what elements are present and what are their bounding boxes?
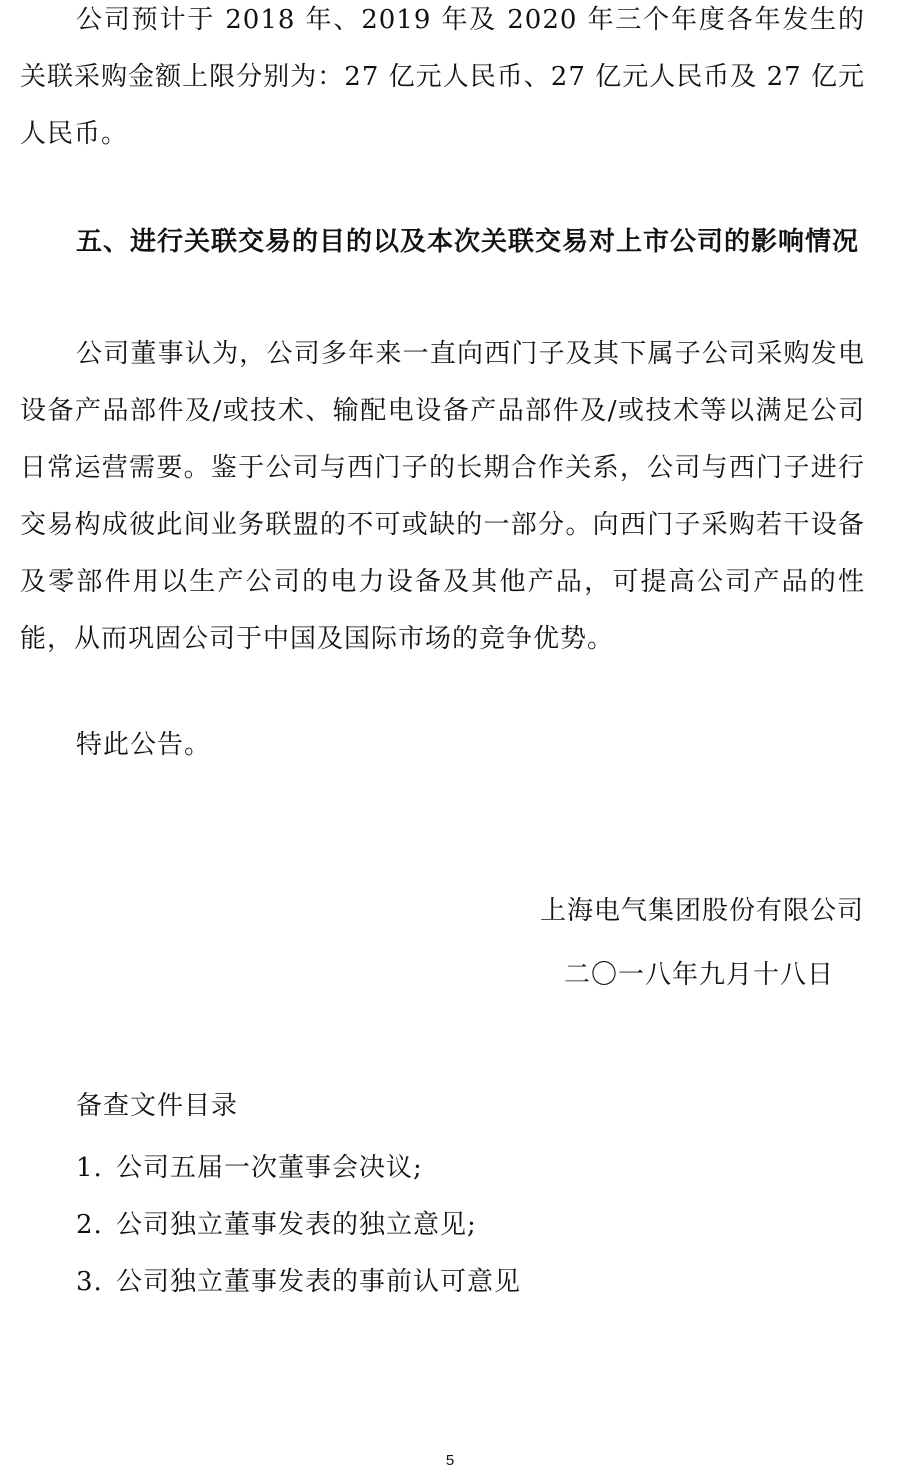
page-number: 5: [445, 1452, 455, 1469]
announcement-date: 二〇一八年九月十八日: [563, 960, 834, 990]
list-item-text: 公司五届一次董事会决议;: [116, 1153, 423, 1183]
list-item-number: 1.: [76, 1153, 103, 1183]
list-item-number: 3.: [76, 1267, 103, 1297]
documents-list: [76, 1140, 521, 1311]
intro-paragraph: 公司预计于 2018 年、2019 年及 2020 年三个年度各年发生的关联采购金额上限分别为：27 亿元人民币、27 亿元人民币及 27 亿元人民币。: [20, 5, 865, 149]
documents-title: 备查文件目录: [76, 1091, 239, 1121]
list-item: [76, 1254, 521, 1311]
section-body: 公司董事认为，公司多年来一直向西门子及其下属子公司采购发电设备产品部件及/或技术、输配电设备产品部件及/或技术等以满足公司日常运营需要。鉴于公司与西门子的长期合作关系，公司与西门子进行交易构成彼此间业务联盟的不可或缺的一部分。向西门子采购若干设备及零部件用以生产公司的电力设备及其他产品，可提高公司产品的性能，从而巩固公司于中国及国际市场的竞争优势。: [20, 339, 865, 654]
list-item: [76, 1197, 521, 1254]
section-heading: 五、进行关联交易的目的以及本次关联交易对上市公司的影响情况: [76, 227, 860, 257]
list-item-text: 公司独立董事发表的独立意见;: [116, 1210, 477, 1240]
list-item: [76, 1140, 521, 1197]
list-item-number: 2.: [76, 1210, 103, 1240]
list-item-text: 公司独立董事发表的事前认可意见: [116, 1267, 522, 1297]
closing-text: 特此公告。: [76, 730, 212, 760]
company-signature: 上海电气集团股份有限公司: [539, 896, 864, 926]
